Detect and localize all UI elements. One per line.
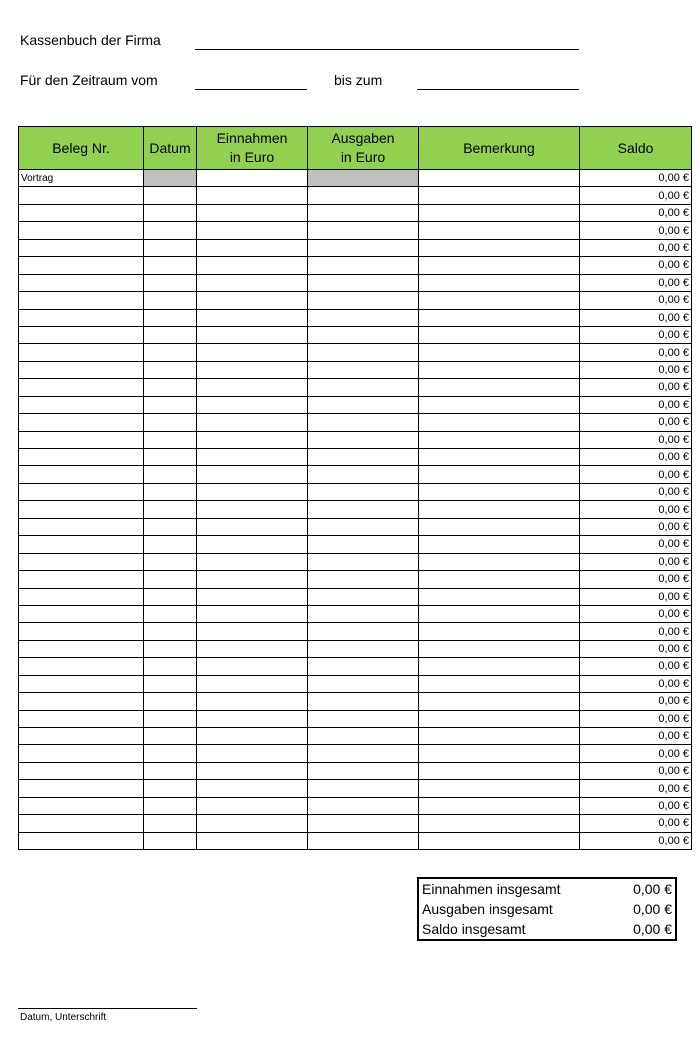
cell-beleg[interactable]: [19, 640, 144, 657]
cell-datum[interactable]: [144, 431, 197, 448]
column-header-ausgaben: Ausgaben in Euro: [308, 127, 419, 170]
cell-beleg[interactable]: [19, 379, 144, 396]
cell-bemerkung[interactable]: [419, 170, 580, 187]
cell-datum[interactable]: [144, 797, 197, 814]
cell-ausgaben[interactable]: [308, 518, 419, 535]
totals-row-expenses: [418, 899, 676, 919]
table-row: [19, 274, 692, 291]
cell-saldo: 0,00 €: [580, 571, 692, 588]
cell-datum[interactable]: [144, 623, 197, 640]
cell-einnahmen[interactable]: [197, 483, 308, 500]
cell-beleg[interactable]: [19, 518, 144, 535]
cell-saldo: 0,00 €: [580, 832, 692, 849]
cell-ausgaben[interactable]: [308, 536, 419, 553]
cell-beleg[interactable]: [19, 466, 144, 483]
table-row: [19, 396, 692, 413]
cell-saldo: 0,00 €: [580, 815, 692, 832]
cell-bemerkung[interactable]: [419, 187, 580, 204]
table-header-row: [19, 127, 692, 170]
cell-beleg[interactable]: [19, 693, 144, 710]
cell-beleg[interactable]: [19, 274, 144, 291]
cell-datum[interactable]: [144, 187, 197, 204]
cell-beleg[interactable]: [19, 710, 144, 727]
cell-beleg[interactable]: Vortrag: [19, 170, 144, 187]
cell-ausgaben[interactable]: [308, 309, 419, 326]
cell-bemerkung[interactable]: [419, 239, 580, 256]
cell-bemerkung[interactable]: [419, 431, 580, 448]
cell-datum[interactable]: [144, 501, 197, 518]
table-row: [19, 728, 692, 745]
cell-ausgaben[interactable]: [308, 762, 419, 779]
cell-beleg[interactable]: [19, 449, 144, 466]
cell-saldo: 0,00 €: [580, 745, 692, 762]
cell-datum[interactable]: [144, 832, 197, 849]
cell-saldo: 0,00 €: [580, 483, 692, 500]
cell-saldo: 0,00 €: [580, 449, 692, 466]
cell-beleg[interactable]: [19, 344, 144, 361]
cell-ausgaben[interactable]: [308, 501, 419, 518]
cell-bemerkung[interactable]: [419, 605, 580, 622]
cell-datum[interactable]: [144, 693, 197, 710]
cell-saldo: 0,00 €: [580, 239, 692, 256]
cell-bemerkung[interactable]: [419, 728, 580, 745]
cell-einnahmen[interactable]: [197, 815, 308, 832]
company-label: Kassenbuch der Firma: [20, 32, 161, 48]
column-header-bemerkung: Bemerkung: [419, 127, 580, 170]
table-row: [19, 571, 692, 588]
cell-saldo: 0,00 €: [580, 518, 692, 535]
cell-einnahmen[interactable]: [197, 431, 308, 448]
cell-bemerkung[interactable]: [419, 309, 580, 326]
cell-datum[interactable]: [144, 170, 197, 187]
cell-ausgaben[interactable]: [308, 483, 419, 500]
cell-beleg[interactable]: [19, 361, 144, 378]
totals-saldo-value: 0,00 €: [633, 921, 672, 937]
cell-bemerkung[interactable]: [419, 762, 580, 779]
cell-datum[interactable]: [144, 815, 197, 832]
cell-einnahmen[interactable]: [197, 204, 308, 221]
table-row: [19, 483, 692, 500]
table-row: [19, 292, 692, 309]
cell-bemerkung[interactable]: [419, 797, 580, 814]
cell-bemerkung[interactable]: [419, 780, 580, 797]
table-row: [19, 605, 692, 622]
cell-einnahmen[interactable]: [197, 379, 308, 396]
cell-einnahmen[interactable]: [197, 257, 308, 274]
cell-bemerkung[interactable]: [419, 745, 580, 762]
cell-saldo: 0,00 €: [580, 361, 692, 378]
cell-einnahmen[interactable]: [197, 396, 308, 413]
cell-ausgaben[interactable]: [308, 274, 419, 291]
table-row: [19, 187, 692, 204]
cell-ausgaben[interactable]: [308, 326, 419, 343]
cell-einnahmen[interactable]: [197, 536, 308, 553]
table-row: [19, 344, 692, 361]
cell-bemerkung[interactable]: [419, 588, 580, 605]
cell-saldo: 0,00 €: [580, 187, 692, 204]
cell-datum[interactable]: [144, 414, 197, 431]
cell-einnahmen[interactable]: [197, 466, 308, 483]
cell-beleg[interactable]: [19, 797, 144, 814]
cell-datum[interactable]: [144, 640, 197, 657]
cell-saldo: 0,00 €: [580, 588, 692, 605]
cell-datum[interactable]: [144, 728, 197, 745]
cell-ausgaben[interactable]: [308, 728, 419, 745]
cell-beleg[interactable]: [19, 239, 144, 256]
cell-saldo: 0,00 €: [580, 536, 692, 553]
cell-bemerkung[interactable]: [419, 693, 580, 710]
cell-ausgaben[interactable]: [308, 204, 419, 221]
table-row: [19, 745, 692, 762]
cell-ausgaben[interactable]: [308, 170, 419, 187]
cell-saldo: 0,00 €: [580, 797, 692, 814]
cell-einnahmen[interactable]: [197, 710, 308, 727]
cell-saldo: 0,00 €: [580, 344, 692, 361]
table-row: [19, 414, 692, 431]
cell-bemerkung[interactable]: [419, 815, 580, 832]
cell-saldo: 0,00 €: [580, 414, 692, 431]
cell-beleg[interactable]: [19, 832, 144, 849]
cell-saldo: 0,00 €: [580, 675, 692, 692]
cell-saldo: 0,00 €: [580, 204, 692, 221]
table-row: [19, 449, 692, 466]
cell-einnahmen[interactable]: [197, 239, 308, 256]
column-header-beleg: Beleg Nr.: [19, 127, 144, 170]
table-row: [19, 588, 692, 605]
cell-einnahmen[interactable]: [197, 797, 308, 814]
cell-datum[interactable]: [144, 257, 197, 274]
cell-datum[interactable]: [144, 658, 197, 675]
totals-expenses-label: Ausgaben insgesamt: [422, 901, 553, 917]
cell-einnahmen[interactable]: [197, 640, 308, 657]
totals-box: [417, 877, 677, 941]
cell-ausgaben[interactable]: [308, 675, 419, 692]
cell-saldo: 0,00 €: [580, 501, 692, 518]
cell-datum[interactable]: [144, 379, 197, 396]
cell-ausgaben[interactable]: [308, 431, 419, 448]
cell-einnahmen[interactable]: [197, 414, 308, 431]
cell-bemerkung[interactable]: [419, 257, 580, 274]
cell-datum[interactable]: [144, 449, 197, 466]
cell-ausgaben[interactable]: [308, 832, 419, 849]
cell-beleg[interactable]: [19, 553, 144, 570]
column-header-einnahmen: Einnahmen in Euro: [197, 127, 308, 170]
cell-bemerkung[interactable]: [419, 204, 580, 221]
cell-bemerkung[interactable]: [419, 553, 580, 570]
totals-row-saldo: [418, 919, 676, 940]
cell-bemerkung[interactable]: [419, 396, 580, 413]
cell-datum[interactable]: [144, 536, 197, 553]
cell-datum[interactable]: [144, 344, 197, 361]
cell-ausgaben[interactable]: [308, 414, 419, 431]
cell-beleg[interactable]: [19, 536, 144, 553]
cell-saldo: 0,00 €: [580, 396, 692, 413]
table-row: [19, 466, 692, 483]
cell-einnahmen[interactable]: [197, 274, 308, 291]
cell-beleg[interactable]: [19, 222, 144, 239]
cell-saldo: 0,00 €: [580, 728, 692, 745]
cell-datum[interactable]: [144, 204, 197, 221]
table-row: [19, 710, 692, 727]
cell-ausgaben[interactable]: [308, 780, 419, 797]
cell-bemerkung[interactable]: [419, 571, 580, 588]
signature-label: Datum, Unterschrift: [20, 1012, 107, 1023]
cell-einnahmen[interactable]: [197, 605, 308, 622]
table-row: [19, 326, 692, 343]
cell-bemerkung[interactable]: [419, 344, 580, 361]
table-row: [19, 170, 692, 187]
cell-einnahmen[interactable]: [197, 449, 308, 466]
cell-ausgaben[interactable]: [308, 449, 419, 466]
totals-row-income: [418, 878, 676, 899]
cell-ausgaben[interactable]: [308, 344, 419, 361]
table-row: [19, 518, 692, 535]
cell-bemerkung[interactable]: [419, 449, 580, 466]
cell-bemerkung[interactable]: [419, 536, 580, 553]
cell-bemerkung[interactable]: [419, 483, 580, 500]
cell-bemerkung[interactable]: [419, 222, 580, 239]
cell-beleg[interactable]: [19, 431, 144, 448]
cell-einnahmen[interactable]: [197, 170, 308, 187]
cell-beleg[interactable]: [19, 745, 144, 762]
cell-ausgaben[interactable]: [308, 361, 419, 378]
cell-saldo: 0,00 €: [580, 431, 692, 448]
cell-datum[interactable]: [144, 745, 197, 762]
cell-bemerkung[interactable]: [419, 379, 580, 396]
cell-einnahmen[interactable]: [197, 361, 308, 378]
cell-datum[interactable]: [144, 396, 197, 413]
cell-einnahmen[interactable]: [197, 780, 308, 797]
cell-bemerkung[interactable]: [419, 832, 580, 849]
cell-bemerkung[interactable]: [419, 658, 580, 675]
cell-bemerkung[interactable]: [419, 326, 580, 343]
cell-datum[interactable]: [144, 588, 197, 605]
cell-saldo: 0,00 €: [580, 257, 692, 274]
cell-ausgaben[interactable]: [308, 815, 419, 832]
table-row: [19, 693, 692, 710]
cell-saldo: 0,00 €: [580, 658, 692, 675]
cell-einnahmen[interactable]: [197, 745, 308, 762]
cell-datum[interactable]: [144, 326, 197, 343]
cell-einnahmen[interactable]: [197, 187, 308, 204]
cell-beleg[interactable]: [19, 396, 144, 413]
cell-bemerkung[interactable]: [419, 518, 580, 535]
cell-einnahmen[interactable]: [197, 309, 308, 326]
cell-saldo: 0,00 €: [580, 780, 692, 797]
totals-income-value: 0,00 €: [633, 881, 672, 897]
cell-ausgaben[interactable]: [308, 239, 419, 256]
cell-ausgaben[interactable]: [308, 257, 419, 274]
period-until-label: bis zum: [334, 72, 383, 88]
cell-saldo: 0,00 €: [580, 466, 692, 483]
cell-einnahmen[interactable]: [197, 571, 308, 588]
totals-income-label: Einnahmen insgesamt: [422, 881, 561, 897]
table-row: [19, 832, 692, 849]
cell-saldo: 0,00 €: [580, 553, 692, 570]
cell-bemerkung[interactable]: [419, 710, 580, 727]
cell-beleg[interactable]: [19, 623, 144, 640]
table-row: [19, 222, 692, 239]
cell-einnahmen[interactable]: [197, 623, 308, 640]
cell-saldo: 0,00 €: [580, 640, 692, 657]
cell-einnahmen[interactable]: [197, 501, 308, 518]
cell-einnahmen[interactable]: [197, 658, 308, 675]
cell-saldo: 0,00 €: [580, 292, 692, 309]
table-row: [19, 675, 692, 692]
cell-ausgaben[interactable]: [308, 640, 419, 657]
cell-ausgaben[interactable]: [308, 379, 419, 396]
cell-bemerkung[interactable]: [419, 361, 580, 378]
cell-ausgaben[interactable]: [308, 745, 419, 762]
cell-saldo: 0,00 €: [580, 222, 692, 239]
cell-datum[interactable]: [144, 780, 197, 797]
table-row: [19, 797, 692, 814]
cell-saldo: 0,00 €: [580, 693, 692, 710]
table-row: [19, 815, 692, 832]
cell-ausgaben[interactable]: [308, 466, 419, 483]
cell-saldo: 0,00 €: [580, 274, 692, 291]
cell-datum[interactable]: [144, 553, 197, 570]
cell-einnahmen[interactable]: [197, 344, 308, 361]
cell-ausgaben[interactable]: [308, 710, 419, 727]
cell-ausgaben[interactable]: [308, 396, 419, 413]
cell-datum[interactable]: [144, 239, 197, 256]
cell-datum[interactable]: [144, 571, 197, 588]
cell-datum[interactable]: [144, 361, 197, 378]
column-header-datum: Datum: [144, 127, 197, 170]
cell-ausgaben[interactable]: [308, 658, 419, 675]
cell-bemerkung[interactable]: [419, 623, 580, 640]
cell-beleg[interactable]: [19, 483, 144, 500]
cell-datum[interactable]: [144, 274, 197, 291]
cell-einnahmen[interactable]: [197, 553, 308, 570]
cell-ausgaben[interactable]: [308, 222, 419, 239]
cell-datum[interactable]: [144, 466, 197, 483]
cell-ausgaben[interactable]: [308, 571, 419, 588]
table-row: [19, 239, 692, 256]
cell-einnahmen[interactable]: [197, 832, 308, 849]
cell-datum[interactable]: [144, 309, 197, 326]
cell-ausgaben[interactable]: [308, 553, 419, 570]
cell-datum[interactable]: [144, 675, 197, 692]
cell-beleg[interactable]: [19, 728, 144, 745]
cell-saldo: 0,00 €: [580, 326, 692, 343]
totals-expenses-value: 0,00 €: [633, 901, 672, 917]
cell-datum[interactable]: [144, 762, 197, 779]
cell-einnahmen[interactable]: [197, 292, 308, 309]
cell-beleg[interactable]: [19, 658, 144, 675]
totals-saldo-label: Saldo insgesamt: [422, 921, 526, 937]
cell-ausgaben[interactable]: [308, 187, 419, 204]
table-row: [19, 536, 692, 553]
cell-datum[interactable]: [144, 605, 197, 622]
cell-beleg[interactable]: [19, 588, 144, 605]
cell-ausgaben[interactable]: [308, 292, 419, 309]
table-row: [19, 762, 692, 779]
cell-ausgaben[interactable]: [308, 693, 419, 710]
cell-bemerkung[interactable]: [419, 274, 580, 291]
cell-bemerkung[interactable]: [419, 414, 580, 431]
cell-beleg[interactable]: [19, 326, 144, 343]
cash-book-table: [18, 126, 692, 850]
cell-ausgaben[interactable]: [308, 797, 419, 814]
cell-beleg[interactable]: [19, 204, 144, 221]
signature-line[interactable]: [18, 1008, 197, 1009]
cell-saldo: 0,00 €: [580, 623, 692, 640]
cell-beleg[interactable]: [19, 675, 144, 692]
cell-beleg[interactable]: [19, 257, 144, 274]
cell-saldo: 0,00 €: [580, 170, 692, 187]
cell-beleg[interactable]: [19, 292, 144, 309]
table-row: [19, 553, 692, 570]
cell-einnahmen[interactable]: [197, 222, 308, 239]
cell-beleg[interactable]: [19, 780, 144, 797]
cell-saldo: 0,00 €: [580, 710, 692, 727]
period-from-label: Für den Zeitraum vom: [20, 72, 158, 88]
table-row: [19, 640, 692, 657]
period-from-input-line[interactable]: [195, 89, 307, 90]
cell-bemerkung[interactable]: [419, 292, 580, 309]
table-row: [19, 658, 692, 675]
cell-datum[interactable]: [144, 710, 197, 727]
cell-ausgaben[interactable]: [308, 605, 419, 622]
table-row: [19, 204, 692, 221]
cell-ausgaben[interactable]: [308, 588, 419, 605]
cell-saldo: 0,00 €: [580, 762, 692, 779]
table-row: [19, 501, 692, 518]
cell-einnahmen[interactable]: [197, 762, 308, 779]
cell-beleg[interactable]: [19, 309, 144, 326]
cell-einnahmen[interactable]: [197, 675, 308, 692]
cell-bemerkung[interactable]: [419, 466, 580, 483]
cell-bemerkung[interactable]: [419, 640, 580, 657]
cell-beleg[interactable]: [19, 815, 144, 832]
cell-beleg[interactable]: [19, 762, 144, 779]
cell-datum[interactable]: [144, 518, 197, 535]
cell-beleg[interactable]: [19, 414, 144, 431]
table-row: [19, 431, 692, 448]
table-row: [19, 309, 692, 326]
table-row: [19, 623, 692, 640]
cell-saldo: 0,00 €: [580, 309, 692, 326]
cell-ausgaben[interactable]: [308, 623, 419, 640]
table-row: [19, 257, 692, 274]
cell-einnahmen[interactable]: [197, 693, 308, 710]
column-header-saldo: Saldo: [580, 127, 692, 170]
table-row: [19, 780, 692, 797]
cell-beleg[interactable]: [19, 187, 144, 204]
table-row: [19, 379, 692, 396]
cell-datum[interactable]: [144, 292, 197, 309]
period-until-input-line[interactable]: [417, 89, 579, 90]
table-row: [19, 361, 692, 378]
cell-einnahmen[interactable]: [197, 588, 308, 605]
cell-beleg[interactable]: [19, 605, 144, 622]
cell-datum[interactable]: [144, 222, 197, 239]
cell-saldo: 0,00 €: [580, 605, 692, 622]
cell-datum[interactable]: [144, 483, 197, 500]
cell-bemerkung[interactable]: [419, 675, 580, 692]
cell-beleg[interactable]: [19, 501, 144, 518]
company-input-line[interactable]: [195, 49, 579, 50]
cell-einnahmen[interactable]: [197, 326, 308, 343]
cell-einnahmen[interactable]: [197, 518, 308, 535]
cell-beleg[interactable]: [19, 571, 144, 588]
cell-einnahmen[interactable]: [197, 728, 308, 745]
cell-saldo: 0,00 €: [580, 379, 692, 396]
cell-bemerkung[interactable]: [419, 501, 580, 518]
